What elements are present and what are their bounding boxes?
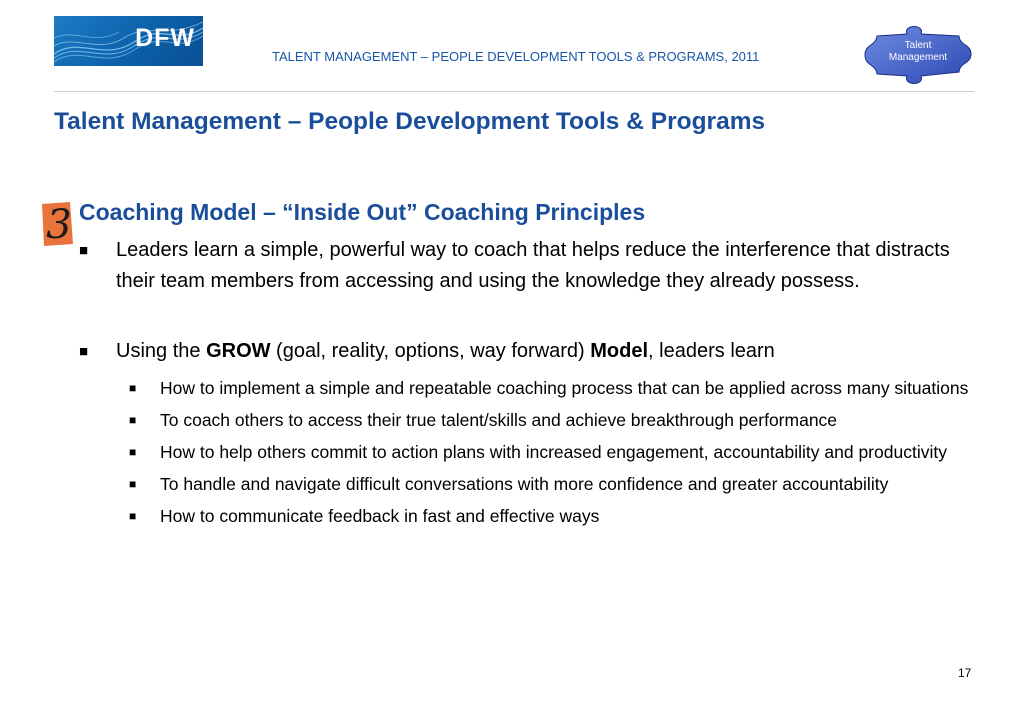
square-bullet-icon: ■ (129, 509, 137, 523)
page-title: Talent Management – People Development Tools & Programs (54, 108, 766, 135)
sub-bullet-item (124, 406, 974, 434)
header-text: TALENT MANAGEMENT – PEOPLE DEVELOPMENT TOOLS & PROGRAMS, 2011 (272, 49, 760, 64)
puzzle-piece-icon (863, 26, 973, 88)
square-bullet-icon: ■ (129, 413, 137, 427)
sub-bullet-text: How to help others commit to action plans with increased engagement, accountability and productivity (160, 442, 947, 462)
bullet-item (79, 336, 969, 367)
badge-number: 3 (46, 202, 72, 248)
sub-bullet-text: To coach others to access their true talent/skills and achieve breakthrough performance (160, 410, 838, 430)
header-divider (54, 91, 974, 92)
square-bullet-icon: ■ (79, 343, 89, 360)
puzzle-label-line1: Talent (904, 40, 932, 51)
sub-bullet-list (124, 374, 974, 534)
square-bullet-icon: ■ (129, 381, 137, 395)
section-heading: Coaching Model – “Inside Out” Coaching Principles (79, 199, 646, 225)
grow-definition-text: (goal, reality, options, way forward) (270, 340, 591, 362)
model-keyword: Model (590, 340, 649, 362)
grow-intro-text: Using the (116, 340, 207, 362)
square-bullet-icon: ■ (129, 477, 137, 491)
grow-outro-text: , leaders learn (648, 340, 775, 362)
bullet-text: Leaders learn a simple, powerful way to coach that helps reduce the interference that distracts their team members from accessing and using the knowledge they already possess. (116, 239, 950, 292)
square-bullet-icon: ■ (79, 242, 89, 259)
sub-bullet-text: To handle and navigate difficult conversations with more confidence and greater accountability (160, 474, 889, 494)
sub-bullet-item (124, 502, 974, 530)
puzzle-label-line2: Management (888, 52, 948, 63)
square-bullet-icon: ■ (129, 445, 137, 459)
logo-text: DFW (135, 24, 195, 52)
sub-bullet-item (124, 374, 974, 402)
bullet-item (79, 235, 969, 297)
sub-bullet-item (124, 470, 974, 498)
number-badge-icon (40, 196, 76, 248)
dfw-logo (54, 16, 203, 66)
page-number: 17 (958, 666, 972, 680)
sub-bullet-item (124, 438, 974, 466)
bullet-text (116, 336, 969, 367)
sub-bullet-text: How to communicate feedback in fast and effective ways (160, 506, 600, 526)
sub-bullet-text: How to implement a simple and repeatable coaching process that can be applied across many situations (160, 378, 969, 398)
grow-keyword: GROW (206, 340, 271, 362)
